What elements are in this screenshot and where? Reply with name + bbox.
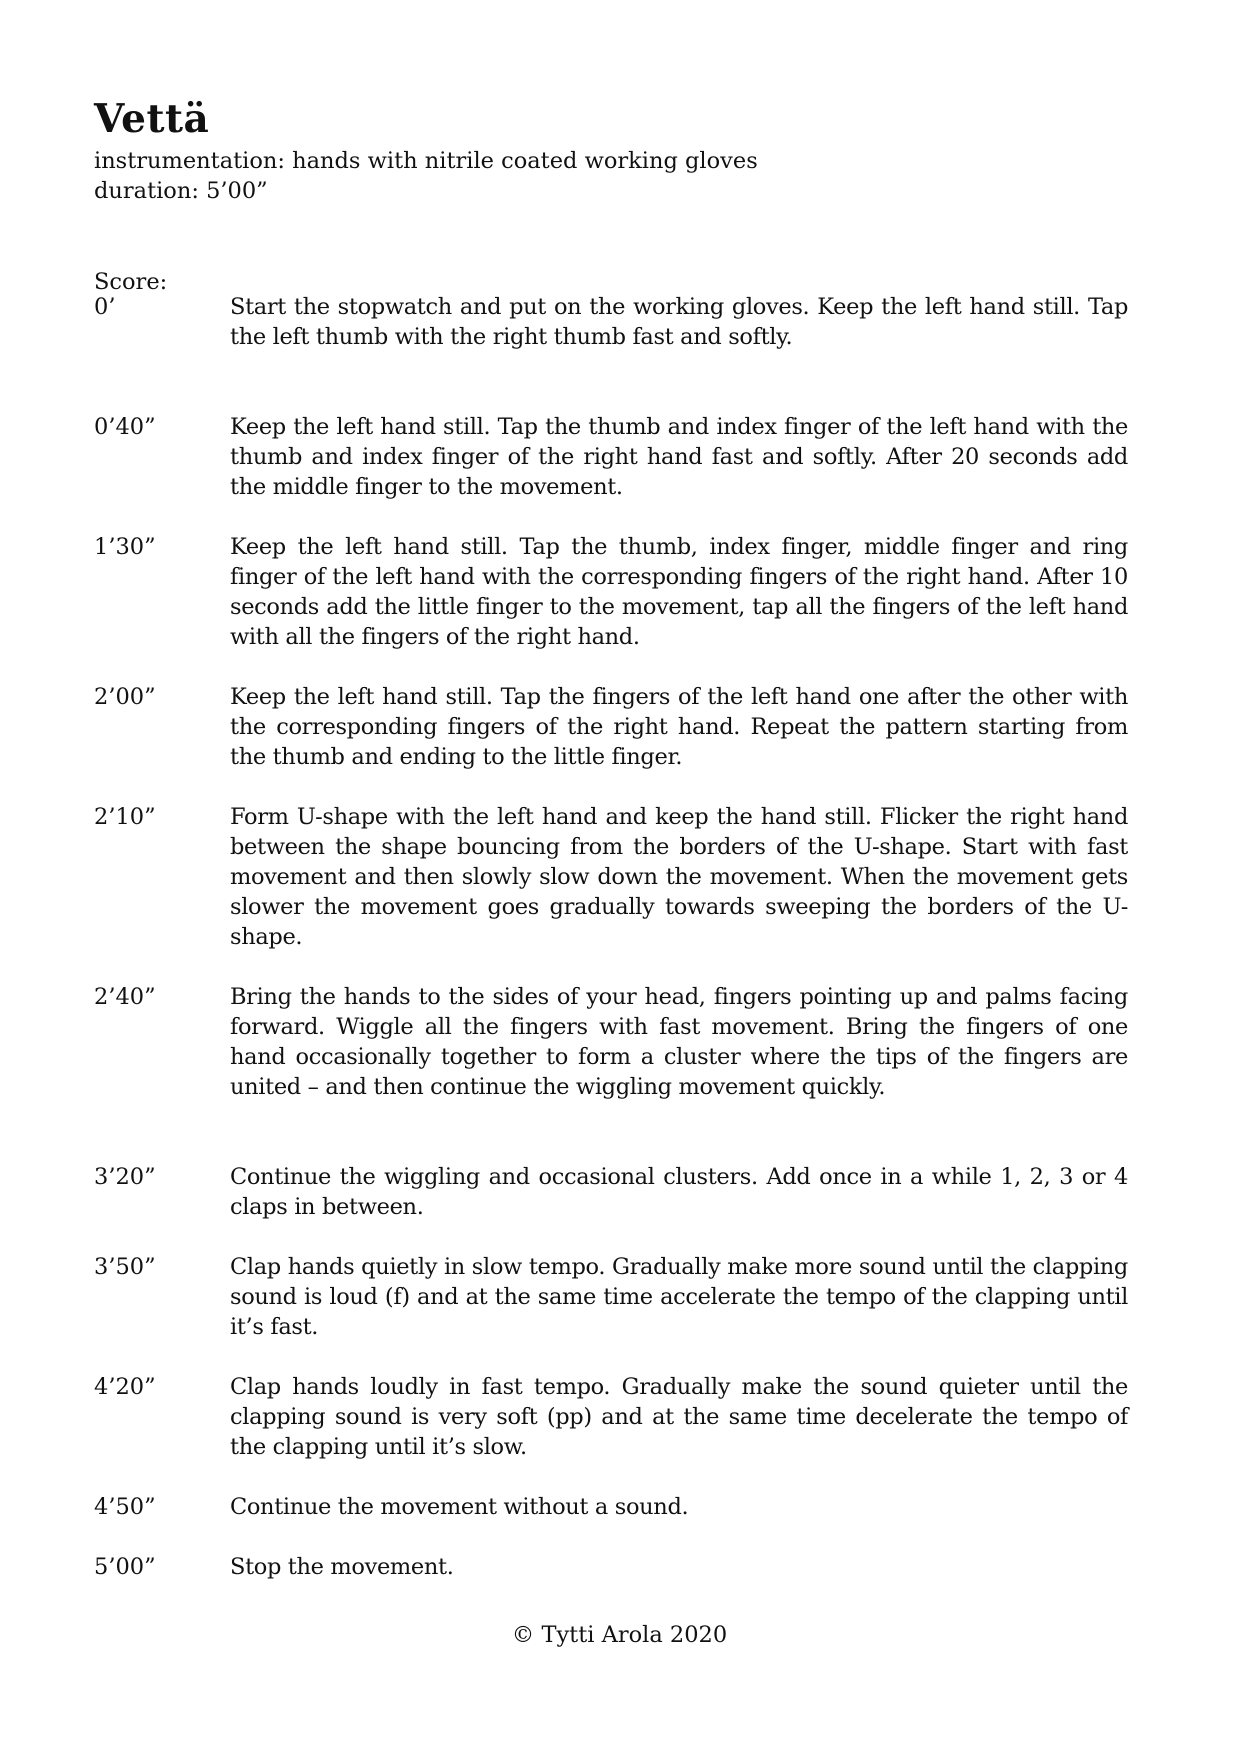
entry-instruction: Keep the left hand still. Tap the fingers of the left hand one after the other with the corresponding fingers of the right hand. Repeat the pattern starting from the thumb and ending to the little finger.	[230, 684, 1128, 770]
entry-time: 3’50”	[94, 1254, 156, 1280]
entry-instruction: Stop the movement.	[230, 1554, 454, 1580]
entry-time: 3’20”	[94, 1164, 156, 1190]
instrumentation-line: instrumentation: hands with nitrile coated working gloves	[94, 148, 758, 174]
entry-time: 1’30”	[94, 534, 156, 560]
entry-time: 0’	[94, 294, 116, 320]
entry-instruction: Start the stopwatch and put on the working gloves. Keep the left hand still. Tap the left thumb with the right thumb fast and softly.	[230, 294, 1128, 350]
entry-time: 2’10”	[94, 804, 156, 830]
entry-instruction: Clap hands loudly in fast tempo. Gradually make the sound quieter until the clapping sound is very soft (pp) and at the same time decelerate the tempo of the clapping until it’s slow.	[230, 1374, 1128, 1460]
entry-time: 0’40”	[94, 414, 156, 440]
entry-instruction: Bring the hands to the sides of your head, fingers pointing up and palms facing forward. Wiggle all the fingers with fast movement. Bring the fingers of one hand occasionally together to form a cluster where the tips of the fingers are united – and then continue the wiggling movement quickly.	[230, 984, 1128, 1100]
duration-line: duration: 5’00”	[94, 178, 268, 204]
entry-instruction: Keep the left hand still. Tap the thumb and index finger of the left hand with the thumb and index finger of the right hand fast and softly. After 20 seconds add the middle finger to the movement.	[230, 414, 1128, 500]
entry-time: 4’50”	[94, 1494, 156, 1520]
entry-time: 2’40”	[94, 984, 156, 1010]
entry-instruction: Form U-shape with the left hand and keep the hand still. Flicker the right hand between the shape bouncing from the borders of the U-shape. Start with fast movement and then slowly slow down the movement. When the movement gets slower the movement goes gradually towards sweeping the borders of the U-shape.	[230, 804, 1128, 950]
copyright-footer: © Tytti Arola 2020	[511, 1622, 728, 1648]
entry-instruction: Keep the left hand still. Tap the thumb, index finger, middle finger and ring finger of the left hand with the corresponding fingers of the right hand. After 10 seconds add the little finger to the movement, tap all the fingers of the left hand with all the fingers of the right hand.	[230, 534, 1128, 650]
entry-time: 5’00”	[94, 1554, 156, 1580]
entry-instruction: Continue the wiggling and occasional clusters. Add once in a while 1, 2, 3 or 4 claps in between.	[230, 1164, 1128, 1220]
entry-instruction: Continue the movement without a sound.	[230, 1494, 689, 1520]
entry-time: 4’20”	[94, 1374, 156, 1400]
entry-time: 2’00”	[94, 684, 156, 710]
document-meta	[94, 146, 758, 206]
document-title: Vettä	[94, 96, 210, 142]
entry-instruction: Clap hands quietly in slow tempo. Gradually make more sound until the clapping sound is loud (f) and at the same time accelerate the tempo of the clapping until it’s fast.	[230, 1254, 1128, 1340]
score-label: Score:	[94, 269, 168, 295]
